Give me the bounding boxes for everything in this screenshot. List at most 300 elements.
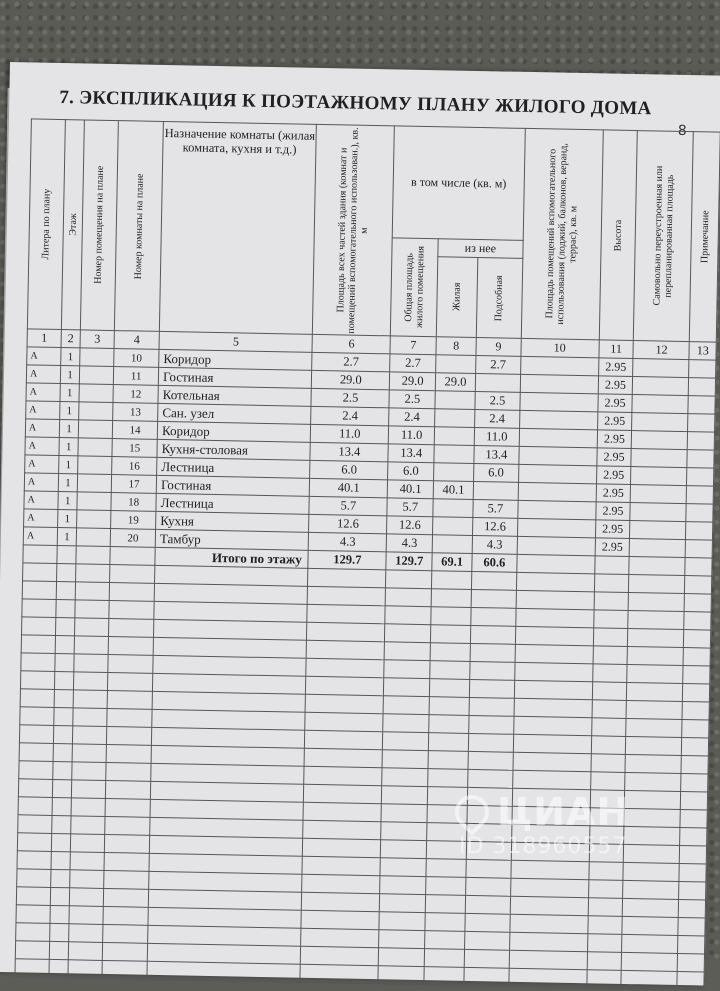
note-cell bbox=[688, 432, 715, 451]
empty-cell bbox=[73, 708, 107, 727]
empty-cell bbox=[627, 682, 683, 701]
note-cell bbox=[686, 540, 713, 559]
empty-cell bbox=[51, 869, 70, 887]
litera-cell: А bbox=[24, 473, 58, 492]
note-cell bbox=[686, 522, 713, 541]
empty-cell bbox=[682, 720, 709, 739]
empty-cell bbox=[15, 941, 49, 960]
empty-cell bbox=[425, 913, 465, 932]
empty-cell bbox=[628, 610, 684, 629]
empty-cell bbox=[302, 874, 380, 893]
total-label: Итого по этажу bbox=[155, 547, 309, 568]
empty-cell bbox=[623, 898, 679, 917]
empty-cell bbox=[379, 948, 425, 967]
unauthorized-cell bbox=[632, 431, 688, 450]
empty-cell bbox=[102, 942, 147, 961]
empty-cell bbox=[52, 797, 71, 815]
living-area-cell bbox=[435, 409, 475, 428]
empty-cell bbox=[465, 913, 510, 932]
height-cell: 2.95 bbox=[596, 448, 631, 467]
watermark-id: ID 318960557 bbox=[459, 834, 628, 859]
column-number: 7 bbox=[390, 336, 436, 355]
room-number-cell: 10 bbox=[114, 349, 159, 368]
column-number: 4 bbox=[114, 331, 159, 350]
empty-cell bbox=[51, 833, 70, 851]
empty-cell bbox=[385, 588, 431, 607]
empty-cell bbox=[49, 941, 68, 959]
empty-cell bbox=[16, 923, 50, 942]
unauthorized-cell bbox=[630, 538, 686, 557]
empty-cell bbox=[468, 751, 513, 770]
empty-cell bbox=[308, 586, 386, 605]
empty-cell bbox=[680, 810, 707, 829]
empty-cell bbox=[425, 895, 465, 914]
unauthorized-cell bbox=[630, 502, 686, 521]
total-area-cell: 12.6 bbox=[387, 516, 433, 535]
empty-cell bbox=[304, 784, 382, 803]
empty-cell bbox=[594, 592, 629, 611]
empty-cell bbox=[109, 601, 154, 620]
unauthorized-cell bbox=[633, 377, 689, 396]
empty-cell bbox=[513, 716, 591, 735]
empty-cell bbox=[464, 949, 509, 968]
empty-cell bbox=[624, 826, 680, 845]
empty-cell bbox=[71, 816, 105, 835]
empty-cell bbox=[385, 606, 431, 625]
empty-cell bbox=[380, 876, 426, 895]
empty-cell bbox=[51, 851, 70, 869]
auxiliary-area-cell bbox=[518, 464, 596, 483]
empty-cell bbox=[53, 743, 72, 761]
empty-cell bbox=[304, 748, 382, 767]
note-cell bbox=[688, 414, 715, 433]
empty-cell bbox=[681, 792, 708, 811]
empty-cell bbox=[678, 953, 705, 972]
explication-table bbox=[14, 118, 720, 990]
empty-cell bbox=[307, 604, 385, 623]
utility-area-cell bbox=[473, 481, 518, 500]
empty-cell bbox=[624, 844, 680, 863]
note-cell bbox=[687, 486, 714, 505]
living-area-cell bbox=[433, 499, 473, 518]
litera-cell: А bbox=[26, 383, 60, 402]
empty-cell bbox=[23, 563, 57, 582]
unauthorized-cell bbox=[632, 413, 688, 432]
empty-cell bbox=[513, 752, 591, 771]
total-area-cell: 5.7 bbox=[387, 498, 433, 517]
empty-cell bbox=[74, 654, 108, 673]
empty-cell bbox=[104, 852, 149, 871]
empty-cell bbox=[73, 726, 107, 745]
auxiliary-area-cell bbox=[518, 482, 596, 501]
empty-cell bbox=[679, 899, 706, 918]
height-cell: 2.95 bbox=[595, 538, 630, 557]
empty-cell bbox=[106, 744, 151, 763]
empty-cell bbox=[471, 625, 516, 644]
unauthorized-cell bbox=[631, 449, 687, 468]
empty-cell bbox=[514, 662, 592, 681]
empty-cell bbox=[381, 804, 427, 823]
empty-cell bbox=[108, 654, 153, 673]
empty-cell bbox=[430, 661, 470, 680]
height-cell: 2.95 bbox=[598, 358, 633, 377]
empty-cell bbox=[464, 967, 509, 986]
total-area-cell: 29.0 bbox=[390, 372, 436, 391]
room-name-cell: Тамбур bbox=[155, 529, 309, 550]
auxiliary-area-cell bbox=[517, 518, 595, 537]
empty-cell bbox=[50, 905, 69, 923]
room-name-cell: Гостиная bbox=[158, 367, 312, 388]
header-litera: Литера по плану bbox=[27, 119, 65, 330]
premise-cell bbox=[79, 384, 113, 403]
empty-cell bbox=[384, 642, 430, 661]
watermark-brand: ЦИАН bbox=[497, 790, 630, 834]
empty-cell bbox=[105, 816, 150, 835]
empty-cell bbox=[18, 779, 52, 798]
empty-cell bbox=[679, 882, 706, 901]
auxiliary-area-cell bbox=[517, 536, 595, 555]
empty-cell bbox=[107, 726, 152, 745]
empty-cell bbox=[383, 732, 429, 751]
living-area-cell bbox=[434, 445, 474, 464]
empty-cell bbox=[19, 725, 53, 744]
total-area-cell: 2.5 bbox=[389, 390, 435, 409]
empty-cell bbox=[629, 556, 685, 575]
utility-area-cell: 12.6 bbox=[473, 517, 518, 536]
empty-cell bbox=[623, 862, 679, 881]
empty-cell bbox=[17, 869, 51, 888]
empty-cell bbox=[75, 600, 109, 619]
empty-cell bbox=[383, 696, 429, 715]
auxiliary-area-cell bbox=[520, 392, 598, 411]
header-living: Жилая bbox=[436, 257, 478, 338]
empty-cell bbox=[514, 680, 592, 699]
empty-cell bbox=[105, 780, 150, 799]
empty-cell bbox=[588, 898, 623, 917]
empty-cell bbox=[110, 547, 155, 566]
empty-cell bbox=[589, 862, 624, 881]
empty-cell bbox=[680, 828, 707, 847]
empty-cell bbox=[381, 840, 427, 859]
empty-cell bbox=[72, 762, 106, 781]
empty-cell bbox=[55, 653, 74, 671]
empty-cell bbox=[20, 689, 54, 708]
room-number-cell: 14 bbox=[112, 421, 157, 440]
room-number-cell: 15 bbox=[112, 439, 157, 458]
total-living-sum: 69.1 bbox=[432, 553, 472, 572]
note-cell bbox=[688, 396, 715, 415]
note-cell bbox=[689, 360, 716, 379]
empty-cell bbox=[52, 815, 71, 833]
empty-cell bbox=[23, 545, 57, 564]
empty-cell bbox=[429, 715, 469, 734]
total-area-sum: 129.7 bbox=[308, 550, 386, 569]
room-name-cell: Гостиная bbox=[156, 475, 310, 496]
room-name-cell: Сан. узел bbox=[158, 403, 312, 424]
height-cell: 2.95 bbox=[596, 466, 631, 485]
empty-cell bbox=[108, 672, 153, 691]
empty-cell bbox=[54, 707, 73, 725]
room-name-cell: Кухня-столовая bbox=[157, 439, 311, 460]
empty-cell bbox=[428, 751, 468, 770]
total-area-cell: 13.4 bbox=[388, 444, 434, 463]
utility-area-cell: 2.7 bbox=[476, 356, 521, 375]
floor-cell: 1 bbox=[61, 348, 80, 366]
table-body bbox=[15, 347, 716, 990]
room-name-cell: Лестница bbox=[157, 457, 311, 478]
empty-cell bbox=[20, 707, 54, 726]
empty-cell bbox=[625, 772, 681, 791]
empty-cell bbox=[678, 935, 705, 954]
empty-cell bbox=[73, 690, 107, 709]
empty-cell bbox=[17, 851, 51, 870]
empty-cell bbox=[471, 607, 516, 626]
empty-cell bbox=[76, 546, 110, 565]
empty-cell bbox=[303, 838, 381, 857]
room-name-cell: Кухня bbox=[156, 511, 310, 532]
utility-area-cell: 6.0 bbox=[474, 463, 519, 482]
empty-cell bbox=[683, 666, 710, 685]
litera-cell: А bbox=[25, 437, 59, 456]
total-area-cell: 2.4 bbox=[389, 408, 435, 427]
premise-cell bbox=[78, 420, 112, 439]
column-number: 13 bbox=[689, 342, 716, 361]
total-area-cell: 4.3 bbox=[387, 534, 433, 553]
empty-cell bbox=[15, 959, 49, 978]
empty-cell bbox=[621, 970, 677, 989]
empty-cell bbox=[49, 959, 68, 977]
empty-cell bbox=[622, 952, 678, 971]
empty-cell bbox=[622, 916, 678, 935]
utility-area-cell: 5.7 bbox=[473, 499, 518, 518]
empty-cell bbox=[424, 967, 464, 986]
header-room-number: Номер комнаты на плане bbox=[114, 121, 163, 332]
utility-area-cell: 2.4 bbox=[475, 409, 520, 428]
room-number-cell: 19 bbox=[111, 511, 156, 530]
area-cell: 40.1 bbox=[310, 478, 388, 497]
empty-cell bbox=[465, 931, 510, 950]
total-area-cell: 6.0 bbox=[388, 462, 434, 481]
premise-cell bbox=[77, 510, 111, 529]
empty-cell bbox=[627, 646, 683, 665]
empty-cell bbox=[428, 769, 468, 788]
empty-cell bbox=[301, 946, 379, 965]
empty-cell bbox=[18, 815, 52, 834]
room-name-cell: Котельная bbox=[158, 385, 312, 406]
height-cell: 2.95 bbox=[596, 484, 631, 503]
area-cell: 29.0 bbox=[312, 370, 390, 389]
empty-cell bbox=[71, 780, 105, 799]
empty-cell bbox=[682, 738, 709, 757]
total-area-cell: 2.7 bbox=[390, 354, 436, 373]
living-area-cell bbox=[432, 535, 472, 554]
auxiliary-area-cell bbox=[520, 374, 598, 393]
empty-cell bbox=[307, 622, 385, 641]
empty-cell bbox=[22, 581, 56, 600]
empty-cell bbox=[629, 592, 685, 611]
empty-cell bbox=[302, 856, 380, 875]
empty-cell bbox=[590, 772, 625, 791]
empty-cell bbox=[308, 568, 386, 587]
total-premise-sum: 129.7 bbox=[386, 552, 432, 571]
height-cell: 2.95 bbox=[598, 394, 633, 413]
empty-cell bbox=[429, 697, 469, 716]
room-number-cell: 13 bbox=[113, 403, 158, 422]
empty-cell bbox=[468, 733, 513, 752]
empty-cell bbox=[425, 931, 465, 950]
empty-cell bbox=[21, 635, 55, 654]
empty-cell bbox=[306, 676, 384, 695]
column-number: 1 bbox=[27, 329, 61, 348]
empty-cell bbox=[107, 690, 152, 709]
height-cell: 2.95 bbox=[597, 430, 632, 449]
empty-cell bbox=[683, 648, 710, 667]
column-number: 5 bbox=[159, 331, 313, 352]
empty-cell bbox=[627, 664, 683, 683]
total-area-cell: 11.0 bbox=[389, 426, 435, 445]
empty-cell bbox=[431, 589, 471, 608]
empty-cell bbox=[109, 583, 154, 602]
column-number: 2 bbox=[61, 330, 80, 348]
unauthorized-cell bbox=[632, 395, 688, 414]
premise-cell bbox=[79, 402, 113, 421]
floor-cell: 1 bbox=[57, 527, 76, 545]
premise-cell bbox=[80, 348, 114, 367]
empty-cell bbox=[54, 689, 73, 707]
column-number: 6 bbox=[312, 334, 390, 353]
empty-cell bbox=[682, 702, 709, 721]
empty-cell bbox=[53, 761, 72, 779]
empty-cell bbox=[679, 864, 706, 883]
room-number-cell: 18 bbox=[111, 493, 156, 512]
auxiliary-area-cell bbox=[519, 428, 597, 447]
empty-cell bbox=[626, 700, 682, 719]
litera-cell: А bbox=[27, 347, 61, 366]
living-area-cell bbox=[434, 427, 474, 446]
living-area-cell bbox=[433, 517, 473, 536]
empty-cell bbox=[622, 934, 678, 953]
area-cell: 11.0 bbox=[311, 424, 389, 443]
empty-cell bbox=[74, 672, 108, 691]
empty-cell bbox=[69, 924, 103, 943]
area-cell: 5.7 bbox=[309, 496, 387, 515]
header-unauthorized-area: Самовольно переустроенная или перепланированная площадь bbox=[634, 131, 694, 342]
empty-cell bbox=[54, 671, 73, 689]
empty-cell bbox=[516, 554, 594, 573]
total-utility-sum: 60.6 bbox=[472, 553, 517, 572]
empty-cell bbox=[53, 725, 72, 743]
empty-cell bbox=[681, 774, 708, 793]
header-auxiliary-area: Площадь помещений вспомогательного использования (лоджий, балконов, веранд, террас), кв. м bbox=[521, 128, 603, 339]
litera-cell: А bbox=[24, 509, 58, 528]
premise-cell bbox=[78, 438, 112, 457]
empty-cell bbox=[302, 892, 380, 911]
floor-cell: 1 bbox=[59, 420, 78, 438]
empty-cell bbox=[300, 964, 378, 983]
empty-cell bbox=[592, 664, 627, 683]
empty-cell bbox=[593, 646, 628, 665]
empty-cell bbox=[303, 802, 381, 821]
utility-area-cell: 13.4 bbox=[474, 445, 519, 464]
floor-cell: 1 bbox=[60, 384, 79, 402]
empty-cell bbox=[20, 671, 54, 690]
room-number-cell: 16 bbox=[112, 457, 157, 476]
empty-cell bbox=[680, 846, 707, 865]
empty-cell bbox=[19, 761, 53, 780]
empty-cell bbox=[466, 859, 511, 878]
empty-cell bbox=[626, 736, 682, 755]
empty-cell bbox=[306, 640, 384, 659]
column-number: 8 bbox=[436, 337, 476, 356]
empty-cell bbox=[591, 754, 626, 773]
premise-cell bbox=[77, 492, 111, 511]
empty-cell bbox=[432, 571, 472, 590]
empty-cell bbox=[382, 786, 428, 805]
empty-cell bbox=[69, 888, 103, 907]
column-number: 9 bbox=[476, 338, 521, 357]
empty-cell bbox=[431, 625, 471, 644]
empty-cell bbox=[515, 644, 593, 663]
auxiliary-area-cell bbox=[518, 446, 596, 465]
area-cell: 2.7 bbox=[312, 352, 390, 371]
empty-cell bbox=[107, 708, 152, 727]
empty-cell bbox=[380, 894, 426, 913]
empty-cell bbox=[18, 797, 52, 816]
note-cell bbox=[689, 378, 716, 397]
area-cell: 6.0 bbox=[310, 460, 388, 479]
living-area-cell bbox=[436, 355, 476, 374]
empty-cell bbox=[381, 822, 427, 841]
empty-cell bbox=[71, 798, 105, 817]
unauthorized-cell bbox=[633, 359, 689, 378]
empty-cell bbox=[301, 928, 379, 947]
area-cell: 4.3 bbox=[309, 532, 387, 551]
empty-cell bbox=[57, 545, 76, 563]
height-cell: 2.95 bbox=[595, 520, 630, 539]
height-cell: 2.95 bbox=[597, 412, 632, 431]
empty-cell bbox=[382, 768, 428, 787]
empty-cell bbox=[469, 715, 514, 734]
empty-cell bbox=[684, 594, 711, 613]
room-number-cell: 17 bbox=[111, 475, 156, 494]
header-premise-number: Номер помещения на плане bbox=[80, 120, 118, 331]
column-number: 12 bbox=[633, 341, 689, 360]
empty-cell bbox=[508, 968, 586, 987]
area-cell: 2.5 bbox=[311, 388, 389, 407]
litera-cell: А bbox=[26, 401, 60, 420]
empty-cell bbox=[21, 653, 55, 672]
litera-cell: А bbox=[26, 365, 60, 384]
empty-cell bbox=[625, 754, 681, 773]
room-name-cell: Лестница bbox=[156, 493, 310, 514]
empty-cell bbox=[516, 572, 594, 591]
empty-cell bbox=[515, 608, 593, 627]
empty-cell bbox=[305, 712, 383, 731]
empty-cell bbox=[587, 934, 622, 953]
auxiliary-area-cell bbox=[520, 356, 598, 375]
empty-cell bbox=[429, 679, 469, 698]
auxiliary-area-cell bbox=[519, 410, 597, 429]
empty-cell bbox=[70, 852, 104, 871]
area-cell: 12.6 bbox=[309, 514, 387, 533]
header-including-group: в том числе (кв. м) bbox=[393, 126, 525, 240]
floor-cell: 1 bbox=[58, 492, 77, 510]
empty-cell bbox=[104, 870, 149, 889]
litera-cell: А bbox=[25, 455, 59, 474]
empty-cell bbox=[379, 912, 425, 931]
empty-cell bbox=[385, 624, 431, 643]
empty-cell bbox=[17, 833, 51, 852]
